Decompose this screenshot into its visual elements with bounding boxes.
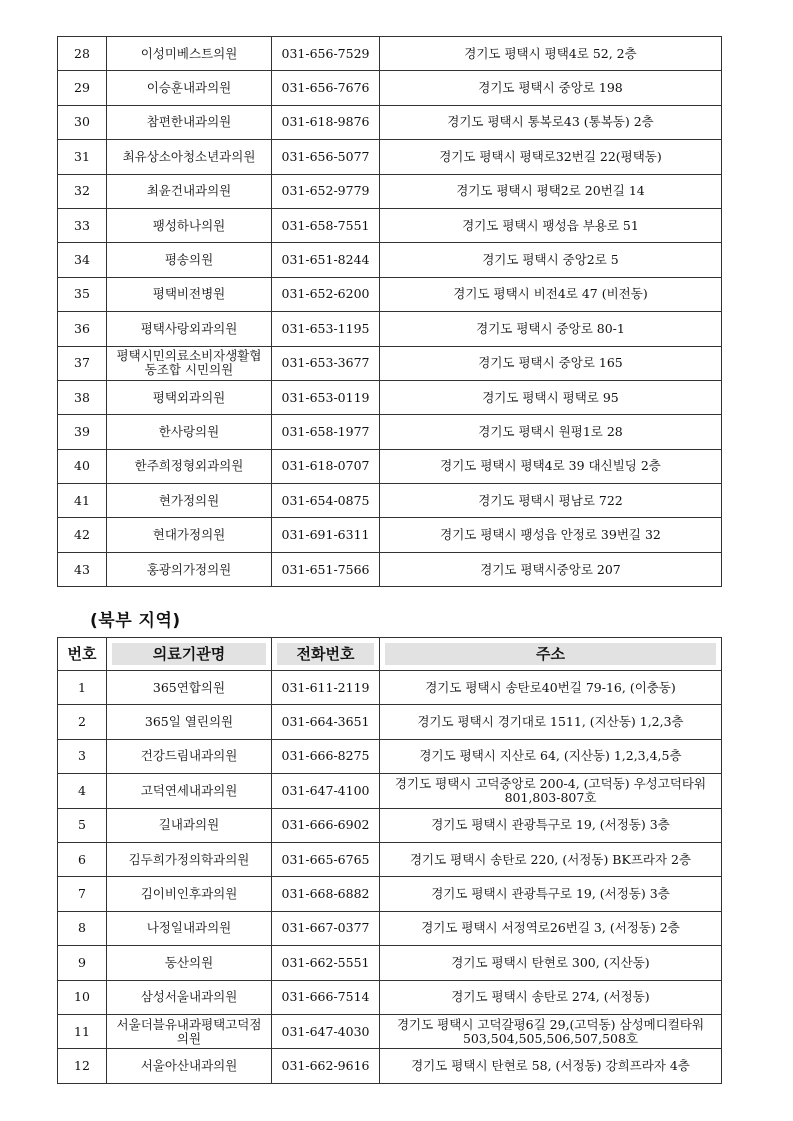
cell-phone: 031-647-4100 [272,774,380,808]
table-row [58,774,722,808]
table-row [58,243,722,277]
cell-clinic-name: 365일 열린의원 [107,705,272,739]
cell-phone: 031-654-0875 [272,484,380,518]
table-row [58,1014,722,1048]
cell-address: 경기도 평택시 비전4로 47 (비전동) [380,277,722,311]
cell-phone: 031-668-6882 [272,877,380,911]
cell-address: 경기도 평택시 탄현로 300, (지산동) [380,946,722,980]
table-row [58,705,722,739]
cell-number: 12 [58,1049,107,1083]
table-row [58,808,722,842]
table-row [58,105,722,139]
table-row [58,140,722,174]
cell-phone: 031-691-6311 [272,518,380,552]
cell-number: 34 [58,243,107,277]
cell-clinic-name: 한주희정형외과의원 [107,449,272,483]
header-address: 주소 [380,638,722,671]
cell-clinic-name: 김두희가정의학과의원 [107,842,272,876]
cell-number: 33 [58,208,107,242]
cell-phone: 031-653-0119 [272,380,380,414]
table-row [58,484,722,518]
table-row [58,1049,722,1083]
cell-phone: 031-662-9616 [272,1049,380,1083]
cell-address: 경기도 평택시 원평1로 28 [380,415,722,449]
cell-clinic-name: 현가정의원 [107,484,272,518]
cell-address: 경기도 평택시 관광특구로 19, (서정동) 3층 [380,877,722,911]
cell-number: 41 [58,484,107,518]
cell-clinic-name: 건강드림내과의원 [107,739,272,773]
cell-address: 경기도 평택시 평남로 722 [380,484,722,518]
cell-phone: 031-652-6200 [272,277,380,311]
cell-phone: 031-653-1195 [272,312,380,346]
cell-number: 42 [58,518,107,552]
table-row [58,312,722,346]
cell-clinic-name: 삼성서울내과의원 [107,980,272,1014]
cell-phone: 031-664-3651 [272,705,380,739]
cell-clinic-name: 나정일내과의원 [107,911,272,945]
cell-clinic-name: 최유상소아청소년과의원 [107,140,272,174]
cell-address: 경기도 평택시중앙로 207 [380,552,722,586]
table-row [58,277,722,311]
cell-address: 경기도 평택시 평택4로 39 대신빌딩 2층 [380,449,722,483]
cell-number: 5 [58,808,107,842]
cell-address: 경기도 평택시 관광특구로 19, (서정동) 3층 [380,808,722,842]
cell-number: 37 [58,346,107,380]
cell-clinic-name: 서울아산내과의원 [107,1049,272,1083]
cell-clinic-name: 길내과의원 [107,808,272,842]
cell-address: 경기도 평택시 송탄로40번길 79-16, (이충동) [380,671,722,705]
cell-address: 경기도 평택시 중앙로 80-1 [380,312,722,346]
table-row [58,842,722,876]
cell-clinic-name: 한사랑의원 [107,415,272,449]
table-header-row [58,638,722,671]
cell-number: 8 [58,911,107,945]
table-row [58,380,722,414]
cell-number: 4 [58,774,107,808]
cell-clinic-name: 최윤건내과의원 [107,174,272,208]
header-number: 번호 [58,638,107,671]
cell-clinic-name: 홍광의가정의원 [107,552,272,586]
cell-phone: 031-666-8275 [272,739,380,773]
cell-clinic-name: 365연합의원 [107,671,272,705]
table-row [58,71,722,105]
clinic-table-top [57,36,722,587]
cell-address: 경기도 평택시 팽성읍 부용로 51 [380,208,722,242]
table-row [58,208,722,242]
cell-clinic-name: 참편한내과의원 [107,105,272,139]
clinic-table-bottom [57,637,722,1084]
cell-number: 30 [58,105,107,139]
cell-address: 경기도 평택시 고덕갈평6길 29,(고덕동) 삼성메디컬타워 503,504,505,506,507,508호 [380,1014,722,1048]
table-row [58,877,722,911]
cell-clinic-name: 팽성하나의원 [107,208,272,242]
cell-phone: 031-666-7514 [272,980,380,1014]
cell-number: 3 [58,739,107,773]
cell-phone: 031-653-3677 [272,346,380,380]
cell-clinic-name: 서울더블유내과평택고덕점 의원 [107,1014,272,1048]
header-phone: 전화번호 [272,638,380,671]
clinic-table-top-body [58,37,722,587]
cell-number: 35 [58,277,107,311]
cell-phone: 031-658-7551 [272,208,380,242]
cell-address: 경기도 평택시 경기대로 1511, (지산동) 1,2,3층 [380,705,722,739]
cell-phone: 031-647-4030 [272,1014,380,1048]
cell-phone: 031-618-0707 [272,449,380,483]
cell-number: 1 [58,671,107,705]
cell-clinic-name: 평송의원 [107,243,272,277]
cell-number: 32 [58,174,107,208]
cell-number: 43 [58,552,107,586]
cell-phone: 031-658-1977 [272,415,380,449]
cell-clinic-name: 평택외과의원 [107,380,272,414]
cell-address: 경기도 평택시 팽성읍 안정로 39번길 32 [380,518,722,552]
cell-phone: 031-611-2119 [272,671,380,705]
cell-address: 경기도 평택시 송탄로 220, (서정동) BK프라자 2층 [380,842,722,876]
table-row [58,552,722,586]
cell-address: 경기도 평택시 지산로 64, (지산동) 1,2,3,4,5층 [380,739,722,773]
cell-clinic-name: 이성미베스트의원 [107,37,272,71]
table-row [58,980,722,1014]
cell-number: 6 [58,842,107,876]
table-row [58,671,722,705]
table-row [58,415,722,449]
cell-address: 경기도 평택시 통복로43 (통복동) 2층 [380,105,722,139]
cell-clinic-name: 평택시민의료소비자생활협 동조합 시민의원 [107,346,272,380]
cell-phone: 031-667-0377 [272,911,380,945]
cell-address: 경기도 평택시 탄현로 58, (서정동) 강희프라자 4층 [380,1049,722,1083]
table-row [58,346,722,380]
cell-number: 38 [58,380,107,414]
cell-number: 7 [58,877,107,911]
cell-clinic-name: 김이비인후과의원 [107,877,272,911]
cell-address: 경기도 평택시 평택2로 20번길 14 [380,174,722,208]
cell-number: 9 [58,946,107,980]
cell-phone: 031-651-8244 [272,243,380,277]
cell-address: 경기도 평택시 평택로 95 [380,380,722,414]
header-clinic-name: 의료기관명 [107,638,272,671]
cell-clinic-name: 평택사랑외과의원 [107,312,272,346]
cell-phone: 031-651-7566 [272,552,380,586]
cell-phone: 031-656-5077 [272,140,380,174]
clinic-table-bottom-body [58,671,722,1084]
cell-phone: 031-656-7529 [272,37,380,71]
cell-number: 28 [58,37,107,71]
table-row [58,37,722,71]
cell-number: 29 [58,71,107,105]
cell-address: 경기도 평택시 평택로32번길 22(평택동) [380,140,722,174]
cell-phone: 031-618-9876 [272,105,380,139]
cell-phone: 031-652-9779 [272,174,380,208]
cell-address: 경기도 평택시 고덕중앙로 200-4, (고덕동) 우성고덕타워 801,803-807호 [380,774,722,808]
cell-address: 경기도 평택시 중앙로 198 [380,71,722,105]
cell-number: 36 [58,312,107,346]
table-row [58,449,722,483]
cell-clinic-name: 고덕연세내과의원 [107,774,272,808]
cell-number: 10 [58,980,107,1014]
cell-clinic-name: 동산의원 [107,946,272,980]
table-row [58,739,722,773]
cell-number: 31 [58,140,107,174]
cell-phone: 031-662-5551 [272,946,380,980]
table-row [58,518,722,552]
cell-clinic-name: 평택비전병원 [107,277,272,311]
table-row [58,174,722,208]
cell-phone: 031-665-6765 [272,842,380,876]
table-row [58,911,722,945]
cell-number: 39 [58,415,107,449]
cell-number: 2 [58,705,107,739]
cell-phone: 031-666-6902 [272,808,380,842]
table-row [58,946,722,980]
cell-clinic-name: 현대가정의원 [107,518,272,552]
cell-phone: 031-656-7676 [272,71,380,105]
cell-address: 경기도 평택시 중앙2로 5 [380,243,722,277]
cell-address: 경기도 평택시 평택4로 52, 2층 [380,37,722,71]
cell-address: 경기도 평택시 송탄로 274, (서정동) [380,980,722,1014]
cell-number: 40 [58,449,107,483]
cell-address: 경기도 평택시 서정역로26번길 3, (서정동) 2층 [380,911,722,945]
cell-address: 경기도 평택시 중앙로 165 [380,346,722,380]
cell-clinic-name: 이승훈내과의원 [107,71,272,105]
section-title: (북부 지역) [90,611,181,631]
cell-number: 11 [58,1014,107,1048]
